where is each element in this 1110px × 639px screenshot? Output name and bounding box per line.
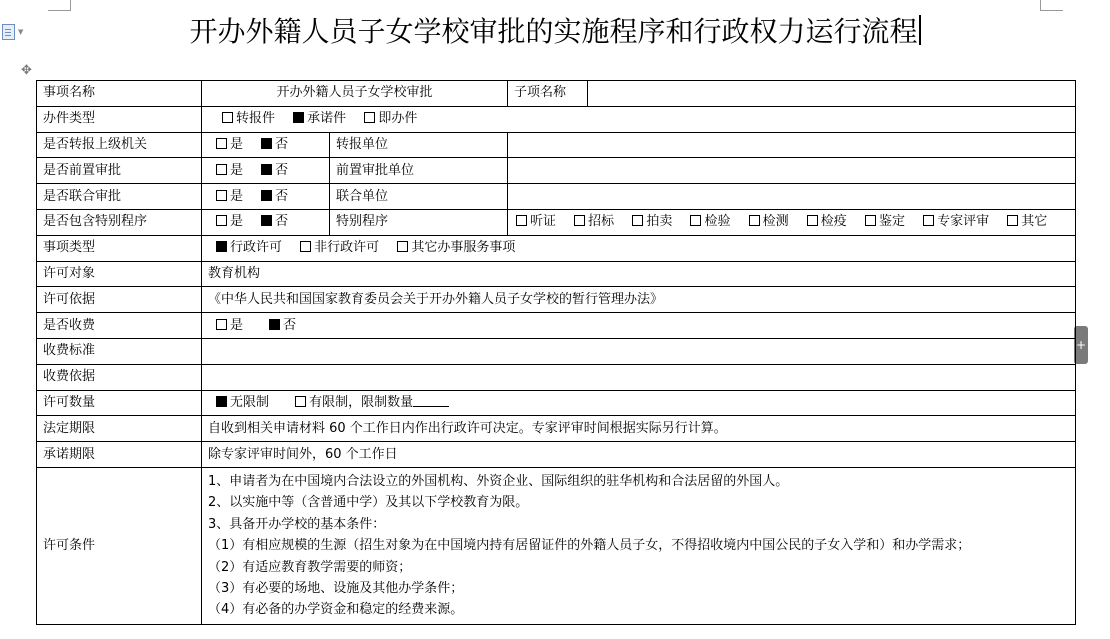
condition-line: （3）有必要的场地、设施及其他办学条件；: [208, 580, 464, 596]
checkbox-unchecked-icon[interactable]: [364, 112, 375, 123]
option-unlimited[interactable]: 无限制: [216, 394, 269, 412]
charge-basis-label: 收费依据: [37, 364, 202, 390]
row-item-type: [37, 235, 1076, 261]
promised-period-label: 承诺期限: [37, 442, 202, 468]
checkbox-checked-icon[interactable]: [216, 241, 227, 252]
option-limited[interactable]: 有限制，限制数量: [295, 394, 449, 412]
charge-label: 是否收费: [37, 313, 202, 339]
forward-unit-value[interactable]: [508, 132, 1076, 158]
joint-unit-value[interactable]: [508, 184, 1076, 210]
legal-period-value[interactable]: 自收到相关申请材料 60 个工作日内作出行政许可决定。专家评审时间根据实际另行计算。: [202, 416, 1076, 442]
option-inspection[interactable]: 检验: [690, 213, 730, 231]
item-name-label: 事项名称: [37, 81, 202, 107]
option-forward-case[interactable]: 转报件: [222, 110, 275, 128]
charge-basis-value[interactable]: [202, 364, 1076, 390]
checkbox-checked-icon[interactable]: [293, 112, 304, 123]
license-conditions-value[interactable]: [202, 467, 1076, 624]
checkbox-checked-icon[interactable]: [261, 215, 272, 226]
page-corner-mark-left: [48, 0, 71, 11]
condition-line: （1）有相应规模的生源（招生对象为在中国境内持有居留证件的外籍人员子女，不得招收境内中国公民的子女入学和）和办学需求；: [208, 538, 971, 554]
option-no[interactable]: 否: [261, 213, 288, 231]
license-basis-value[interactable]: 《中华人民共和国国家教育委员会关于开办外籍人员子女学校的暂行管理办法》: [202, 287, 1076, 313]
expand-panel-icon[interactable]: +: [1074, 326, 1088, 364]
joint-approval-label: 是否联合审批: [37, 184, 202, 210]
row-item-name: [37, 81, 1076, 107]
license-quantity-label: 许可数量: [37, 390, 202, 416]
option-auction[interactable]: 拍卖: [632, 213, 672, 231]
checkbox-checked-icon[interactable]: [261, 190, 272, 201]
option-yes[interactable]: 是: [216, 188, 243, 206]
option-non-administrative-license[interactable]: 非行政许可: [300, 239, 379, 257]
charge-options: [202, 313, 1076, 339]
option-no[interactable]: 否: [261, 188, 288, 206]
checkbox-unchecked-icon[interactable]: [295, 396, 306, 407]
checkbox-unchecked-icon[interactable]: [216, 215, 227, 226]
row-license-conditions: [37, 467, 1076, 624]
pre-approval-label: 是否前置审批: [37, 158, 202, 184]
option-yes[interactable]: 是: [216, 317, 243, 335]
option-no[interactable]: 否: [269, 317, 296, 335]
option-other[interactable]: 其它: [1007, 213, 1047, 231]
document-title[interactable]: 开办外籍人员子女学校审批的实施程序和行政权力运行流程: [0, 12, 1110, 52]
table-move-handle-icon[interactable]: ✥: [21, 63, 32, 78]
option-yes[interactable]: 是: [216, 162, 243, 180]
checkbox-unchecked-icon[interactable]: [632, 215, 643, 226]
item-type-label: 事项类型: [37, 235, 202, 261]
handle-type-label: 办件类型: [37, 106, 202, 132]
page-corner-mark-right: [1040, 0, 1063, 11]
row-promised-period: [37, 442, 1076, 468]
option-no[interactable]: 否: [261, 136, 288, 154]
approval-form-table: [36, 80, 1076, 625]
condition-line: 2、以实施中等（含普通中学）及其以下学校教育为限。: [208, 495, 529, 511]
checkbox-unchecked-icon[interactable]: [516, 215, 527, 226]
checkbox-unchecked-icon[interactable]: [222, 112, 233, 123]
row-handle-type: [37, 106, 1076, 132]
row-license-quantity: [37, 390, 1076, 416]
option-instant-case[interactable]: 即办件: [364, 110, 417, 128]
checkbox-checked-icon[interactable]: [216, 396, 227, 407]
checkbox-unchecked-icon[interactable]: [300, 241, 311, 252]
item-name-value[interactable]: 开办外籍人员子女学校审批: [202, 81, 508, 107]
item-type-options: [202, 235, 1076, 261]
sub-item-value[interactable]: [588, 81, 1076, 107]
checkbox-checked-icon[interactable]: [261, 138, 272, 149]
forward-unit-label: 转报单位: [330, 132, 508, 158]
joint-approval-options: [202, 184, 330, 210]
option-appraisal[interactable]: 鉴定: [865, 213, 905, 231]
option-other-service[interactable]: 其它办事服务事项: [397, 239, 515, 257]
checkbox-unchecked-icon[interactable]: [807, 215, 818, 226]
pre-approval-unit-value[interactable]: [508, 158, 1076, 184]
condition-line: 1、申请者为在中国境内合法设立的外国机构、外资企业、国际组织的驻华机构和合法居留的外国人。: [208, 473, 789, 489]
sub-item-label: 子项名称: [508, 81, 588, 107]
charge-standard-value[interactable]: [202, 338, 1076, 364]
option-yes[interactable]: 是: [216, 213, 243, 231]
row-license-object: [37, 261, 1076, 287]
option-bidding[interactable]: 招标: [574, 213, 614, 231]
option-expert-review[interactable]: 专家评审: [923, 213, 989, 231]
checkbox-unchecked-icon[interactable]: [216, 164, 227, 175]
text-cursor: [919, 15, 921, 45]
dropdown-caret-icon[interactable]: ▼: [18, 28, 24, 36]
legal-period-label: 法定期限: [37, 416, 202, 442]
row-charge-standard: [37, 338, 1076, 364]
pre-approval-unit-label: 前置审批单位: [330, 158, 508, 184]
row-license-basis: [37, 287, 1076, 313]
checkbox-unchecked-icon[interactable]: [923, 215, 934, 226]
license-quantity-options: [202, 390, 1076, 416]
pre-approval-options: [202, 158, 330, 184]
row-legal-period: [37, 416, 1076, 442]
row-forward-superior: [37, 132, 1076, 158]
checkbox-unchecked-icon[interactable]: [1007, 215, 1018, 226]
license-object-label: 许可对象: [37, 261, 202, 287]
special-procedure-type-label: 特别程序: [330, 209, 508, 235]
promised-period-value[interactable]: 除专家评审时间外，60 个工作日: [202, 442, 1076, 468]
checkbox-unchecked-icon[interactable]: [865, 215, 876, 226]
checkbox-unchecked-icon[interactable]: [574, 215, 585, 226]
option-yes[interactable]: 是: [216, 136, 243, 154]
row-special-procedure: [37, 209, 1076, 235]
special-procedure-options: [202, 209, 330, 235]
license-object-value[interactable]: 教育机构: [202, 261, 1076, 287]
charge-standard-label: 收费标准: [37, 338, 202, 364]
special-procedure-label: 是否包含特别程序: [37, 209, 202, 235]
checkbox-unchecked-icon[interactable]: [216, 319, 227, 330]
row-pre-approval: [37, 158, 1076, 184]
joint-unit-label: 联合单位: [330, 184, 508, 210]
checkbox-unchecked-icon[interactable]: [749, 215, 760, 226]
row-joint-approval: [37, 184, 1076, 210]
option-no[interactable]: 否: [261, 162, 288, 180]
special-procedure-type-options: [508, 209, 1076, 235]
option-hearing[interactable]: 听证: [516, 213, 556, 231]
checkbox-unchecked-icon[interactable]: [216, 138, 227, 149]
checkbox-unchecked-icon[interactable]: [216, 190, 227, 201]
license-conditions-label: 许可条件: [37, 467, 202, 624]
license-basis-label: 许可依据: [37, 287, 202, 313]
option-testing[interactable]: 检测: [749, 213, 789, 231]
checkbox-checked-icon[interactable]: [261, 164, 272, 175]
checkbox-checked-icon[interactable]: [269, 319, 280, 330]
condition-line: 3、具备开办学校的基本条件：: [208, 516, 386, 532]
forward-superior-label: 是否转报上级机关: [37, 132, 202, 158]
checkbox-unchecked-icon[interactable]: [690, 215, 701, 226]
limit-quantity-blank[interactable]: [413, 394, 449, 407]
forward-superior-options: [202, 132, 330, 158]
condition-line: （4）有必备的办学资金和稳定的经费来源。: [208, 602, 464, 618]
handle-type-options: [202, 106, 1076, 132]
option-quarantine[interactable]: 检疫: [807, 213, 847, 231]
row-charge: [37, 313, 1076, 339]
row-charge-basis: [37, 364, 1076, 390]
option-promise-case[interactable]: 承诺件: [293, 110, 346, 128]
checkbox-unchecked-icon[interactable]: [397, 241, 408, 252]
condition-line: （2）有适应教育教学需要的师资；: [208, 559, 412, 575]
option-administrative-license[interactable]: 行政许可: [216, 239, 282, 257]
